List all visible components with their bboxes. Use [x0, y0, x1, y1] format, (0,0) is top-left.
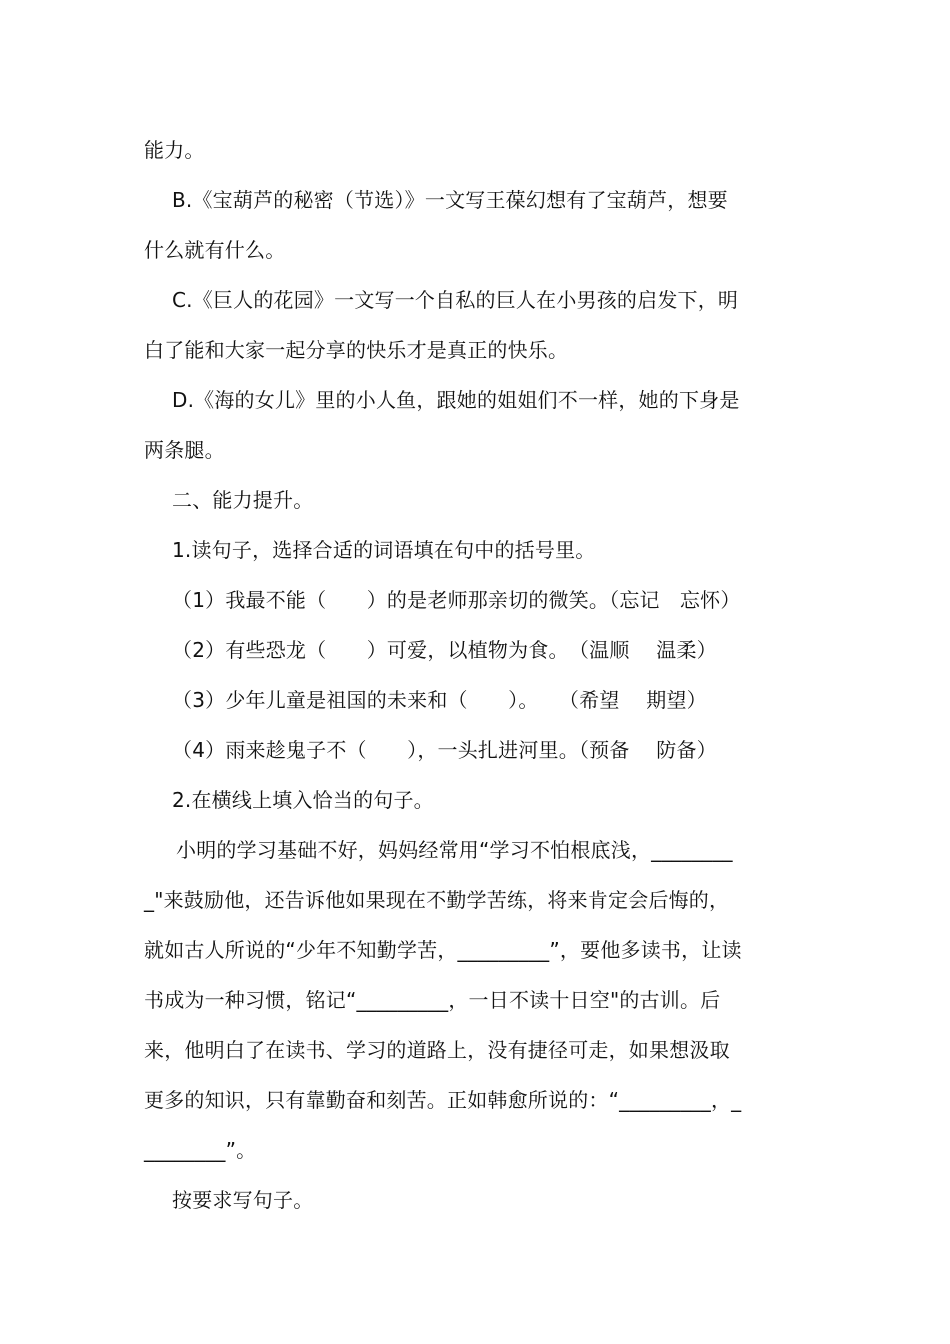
- option-d-line-1: D.《海的女儿》里的小人鱼，跟她的姐姐们不一样，她的下身是: [172, 388, 740, 412]
- option-c-line-2: 白了能和大家一起分享的快乐才是真正的快乐。: [144, 338, 569, 362]
- question-1-title: 1.读句子，选择合适的词语填在句中的括号里。: [172, 538, 596, 562]
- passage-line: 来，他明白了在读书、学习的道路上，没有捷径可走，如果想汲取: [144, 1038, 730, 1062]
- question-1-item-4: （4）雨来趁鬼子不（ ），一头扎进河里。（预备 防备）: [172, 738, 717, 762]
- passage-line: 更多的知识，只有靠勤奋和刻苦。正如韩愈所说的：“_________，_: [144, 1088, 742, 1112]
- option-d-line-2: 两条腿。: [144, 438, 225, 462]
- section-heading: 二、能力提升。: [172, 488, 314, 512]
- question-2-title: 2.在横线上填入恰当的句子。: [172, 788, 434, 812]
- passage-line: 就如古人所说的“少年不知勤学苦，_________”，要他多读书，让读: [144, 938, 742, 962]
- option-b-line-2: 什么就有什么。: [144, 238, 286, 262]
- passage-line: _"来鼓励他，还告诉他如果现在不勤学苦练，将来肯定会后悔的，: [144, 888, 730, 912]
- passage-line: 书成为一种习惯，铭记“_________，一日不读十日空"的古训。后: [144, 988, 721, 1012]
- passage-line: 小明的学习基础不好，妈妈经常用“学习不怕根底浅，________: [176, 838, 733, 862]
- question-1-item-1: （1）我最不能（ ）的是老师那亲切的微笑。（忘记 忘怀）: [172, 588, 741, 612]
- text-line: 能力。: [144, 138, 205, 162]
- question-1-item-2: （2）有些恐龙（ ）可爱，以植物为食。 （温顺 温柔）: [172, 638, 717, 662]
- option-c-line-1: C.《巨人的花园》一文写一个自私的巨人在小男孩的启发下，明: [172, 288, 739, 312]
- section-title: 按要求写句子。: [172, 1188, 314, 1212]
- question-1-item-3: （3）少年儿童是祖国的未来和（ ）。 （希望 期望）: [172, 688, 707, 712]
- passage-line: ________”。: [144, 1138, 257, 1162]
- option-b-line-1: B.《宝葫芦的秘密（节选）》一文写王葆幻想有了宝葫芦，想要: [172, 188, 728, 212]
